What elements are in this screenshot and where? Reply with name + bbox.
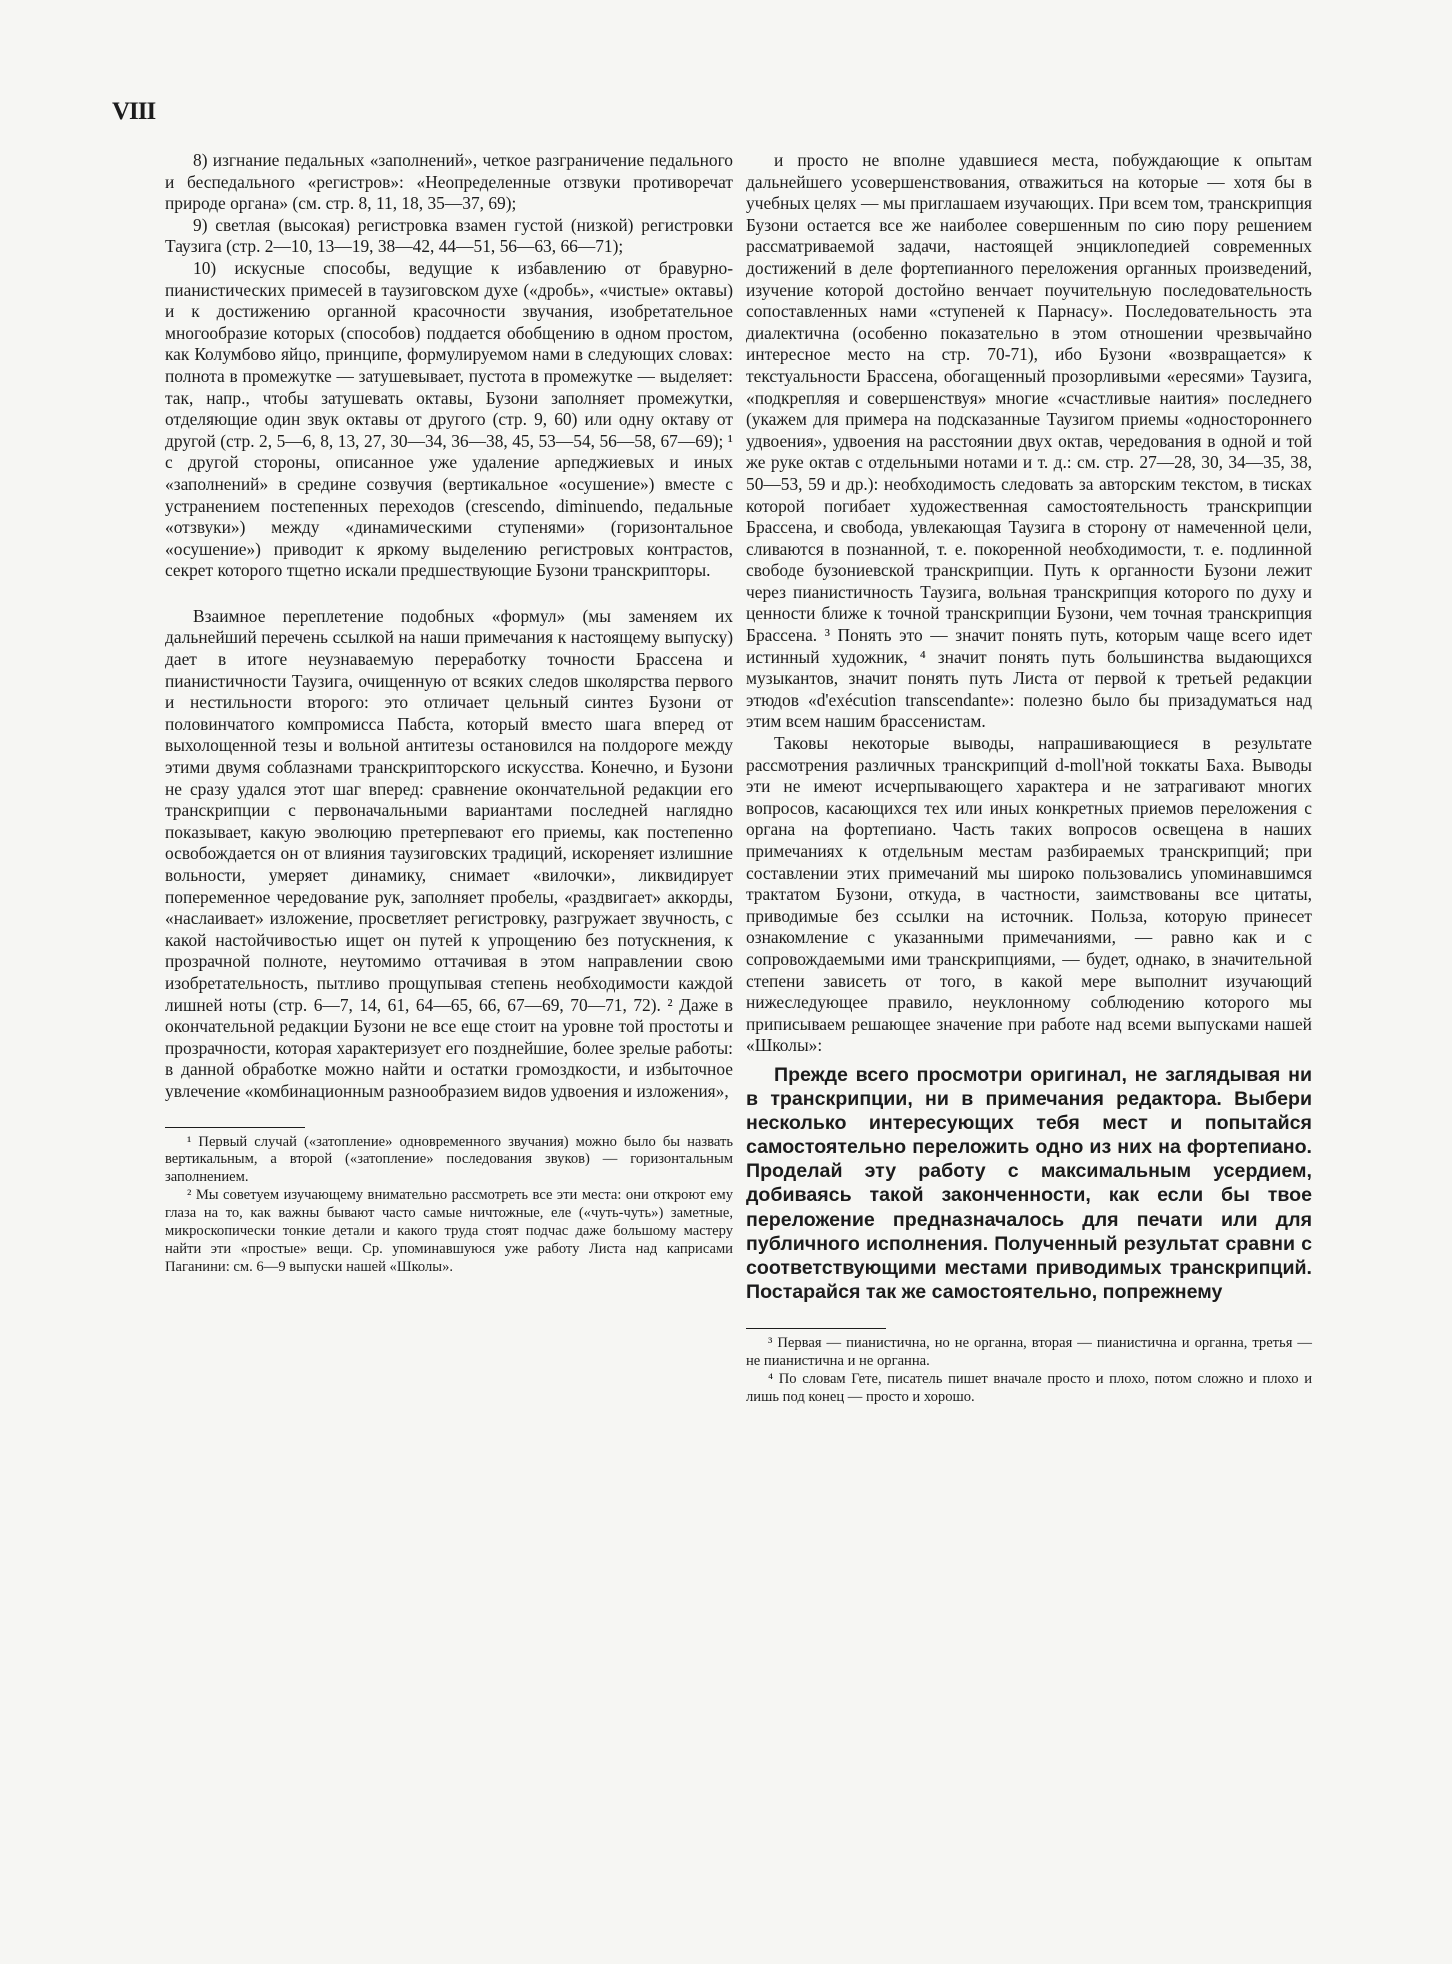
footnote-rule (165, 1127, 305, 1128)
list-item: 10) искусные способы, ведущие к избавлению от бравурно-пианистических примесей в таузиговском духе («дробь», «чистые» октавы) и к достижению органной красочности звучания, изобретательное многообразие которых (способов) поддается обобщению в одном простом, как Колумбово яйцо, принципе, формулируемом нами в следующих словах: полнота в промежутке — затушевывает, пустота в промежутке — выделяет: так, напр., чтобы затушевать октавы, Бузони заполняет промежутки, отделяющие один звук октавы от другого (стр. 9, 60) или одну октаву от другой (стр. 2, 5—6, 8, 13, 27, 30—34, 36—38, 45, 53—54, 56—58, 67—69); ¹ с другой стороны, описанное уже удаление арпеджиевых и иных «заполнений» в средине созвучия (вертикальное «осушение») вместе с устранением постепенных переходов (crescendo, diminuendo, педальные «отзвуки») между «динамическими ступенями» (горизонтальное «осушение») приводит к яркому выделению регистровых контрастов, секрет которого тщетно искали предшествующие Бузони транскрипторы. (165, 257, 733, 581)
body-paragraph: Взаимное переплетение подобных «формул» (мы заменяем их дальнейший перечень ссылкой на наши примечания к настоящему выпуску) дает в итоге неузнаваемую переработку точности Брассена и пианистичности Таузига, очищенную от всяких следов школярства первого и нестильности второго: это отличает цельный синтез Бузони от половинчатого компромисса Пабста, который вместо шага вперед от выхолощенной тезы и вольной антитезы остановился на полдороге между этими двумя соблазнами транскрипторского искусства. Конечно, и Бузони не сразу удался этот шаг вперед: сравнение окончательной редакции его транскрипции с первоначальными вариантами последней наглядно показывает, какую эволюцию претерпевают его приемы, как постепенно освобождается он от влияния таузиговских традиций, искореняет излишние вольности, умеряет динамику, снимает «вилочки», ликвидирует попеременное чередование рук, заполняет пробелы, «раздвигает» аккорды, «наслаивает» изложение, просветляет регистровку, разгружает звучность, с какой настойчивостью ищет он путей к упрощению без потускнения, к прозрачной полноте, неутомимо оттачивая в этом направлении свою изобретательность, пытливо прощупывая степень необходимости каждой лишней ноты (стр. 6—7, 14, 61, 64—65, 66, 67—69, 70—71, 72). ² Даже в окончательной редакции Бузони не все еще стоит на уровне той простоты и прозрачности, которая характеризует его позднейшие, более зрелые работы: в данной обработке можно найти и остатки громоздкости, и избыточное увлечение «комбинационным разнообразием видов удвоения и изложения», (165, 605, 733, 1101)
left-column (165, 150, 733, 1277)
body-paragraph: Таковы некоторые выводы, напрашивающиеся в результате рассмотрения различных транскрипций d-moll'ной токкаты Баха. Выводы эти не имеют исчерпывающего характера и не затрагивают многих вопросов, касающихся тех или иных конкретных приемов переложения с органа на фортепиано. Часть таких вопросов освещена в наших примечаниях к отдельным местам разбираемых транскрипций; при составлении этих примечаний мы широко пользовались упоминавшимся трактатом Бузони, откуда, в частности, заимствованы все цитаты, приводимые без ссылки на источник. Польза, которую принесет ознакомление с указанными примечаниями, — равно как и с сопровождаемыми ими транскрипциями, — будет, однако, в значительной степени зависеть от того, в какой мере выполнит изучающий нижеследующее правило, неуклонному соблюдению которого мы приписываем решающее значение при работе над всеми выпусками нашей «Школы»: (746, 733, 1312, 1056)
right-column (746, 150, 1312, 1407)
footnote: ¹ Первый случай («затопление» одновременного звучания) можно было бы назвать вертикальным, а второй («затопление» последования звуков) — горизонтальным заполнением. (165, 1133, 733, 1186)
body-paragraph: и просто не вполне удавшиеся места, побуждающие к опытам дальнейшего усовершенствования, отважиться на которые — хотя бы в учебных целях — мы приглашаем изучающих. При всем том, транскрипция Бузони остается все же наиболее совершенным по сию пору решением рассматриваемой задачи, настоящей энциклопедией современных достижений в деле фортепианного переложения органных произведений, изучение которой достойно венчает поучительную последовательность сопоставленных нами «ступеней к Парнасу». Последовательность эта диалектична (особенно показательно в этом отношении чрезвычайно интересное место на стр. 70-71), ибо Бузони «возвращается» к текстуальности Брассена, обогащенный прозорливыми «ересями» Таузига, «подкрепляя и совершенствуя» многие «счастливые наития» последнего (укажем для примера на подсказанные Таузигом приемы «одностороннего удвоения», удвоения на расстоянии двух октав, чередования в одной и той же руке октав с отдельными нотами и т. д.: см. стр. 27—28, 30, 34—35, 38, 50—53, 59 и др.): необходимость следовать за авторским текстом, в тисках которой погибает художественная самостоятельность транскрипции Брассена, и свобода, увлекающая Таузига в сторону от намеченной цели, сливаются в познанной, т. е. покоренной необходимости, т. е. подлинной свободе бузониевской транскрипции. Путь к органности Бузони лежит через пианистичность Таузига, вольная транскрипция которого по духу и ценности ближе к точной транскрипции Бузони, чем точная транскрипция Брассена. ³ Понять это — значит понять путь, которым чаще всего идет истинный художник, ⁴ значит понять путь большинства выдающихся музыкантов, значит понять путь Листа от первой к третьей редакции этюдов «d'exécution transcendante»: полезно было бы призадуматься над этим всем нашим брассенистам. (746, 150, 1312, 732)
list-item: 9) светлая (высокая) регистровка взамен густой (низкой) регистровки Таузига (стр. 2—10, 13—19, 38—42, 44—51, 56—63, 66—71); (165, 214, 733, 257)
footnote-rule (746, 1328, 886, 1329)
footnotes (746, 1335, 1312, 1407)
footnotes (165, 1134, 733, 1277)
page-number: VIII (112, 98, 156, 125)
footnote: ⁴ По словам Гете, писатель пишет вначале просто и плохо, потом сложно и плохо и лишь под конец — просто и хорошо. (746, 1370, 1312, 1405)
footnote: ² Мы советуем изучающему внимательно рассмотреть все эти места: они откроют ему глаза на то, как важны бывают часто самые ничтожные, еле («чуть-чуть») заметные, микроскопически тонкие детали и какого труда стоят подчас даже большому мастеру найти эти «простые» вещи. Ср. упоминавшуюся уже работу Листа над каприсами Паганини: см. 6—9 выпуски нашей «Школы». (165, 1187, 733, 1275)
numbered-list (165, 150, 733, 582)
footnote: ³ Первая — пианистична, но не органна, вторая — пианистична и органна, третья — не пианистична и не органна. (746, 1334, 1312, 1369)
list-item: 8) изгнание педальных «заполнений», четкое разграничение педального и беспедального «регистров»: «Неопределенные отзвуки противоречат природе органа» (см. стр. 8, 11, 18, 35—37, 69); (165, 150, 733, 214)
bold-instruction: Прежде всего просмотри оригинал, не заглядывая ни в транскрипции, ни в примечания редактора. Выбери несколько интересующих тебя мест и попытайся самостоятельно переложить одно из них на фортепиано. Проделай эту работу с максимальным усердием, добиваясь такой законченности, как если бы твое переложение предназначалось для печати или для публичного исполнения. Полученный результат сравни с соответствующими местами приводимых транскрипций. Постарайся так же самостоятельно, попрежнему (746, 1063, 1312, 1303)
